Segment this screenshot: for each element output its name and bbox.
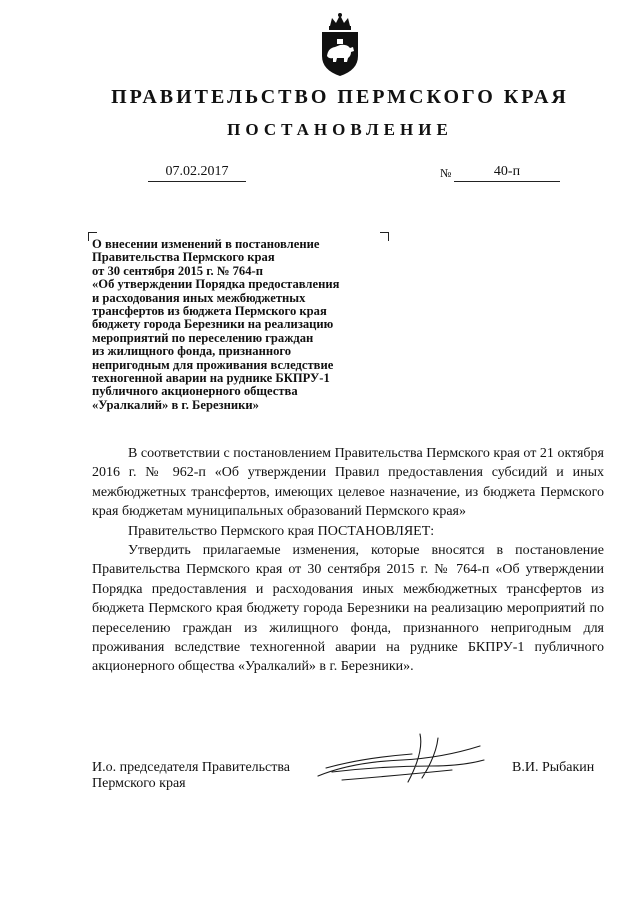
- subject-line: и расходования иных межбюджетных: [92, 290, 306, 305]
- subject-line: мероприятий по переселению граждан: [92, 330, 314, 345]
- subject-line: от 30 сентября 2015 г. № 764-п: [92, 263, 263, 278]
- subject-line: из жилищного фонда, признанного: [92, 344, 292, 359]
- handwritten-signature-icon: [312, 732, 492, 788]
- subject-line: публичного акционерного общества: [92, 384, 298, 399]
- document-body: [92, 444, 604, 677]
- document-number: 40-п: [454, 164, 560, 182]
- subject-line: техногенной аварии на руднике БКПРУ-1: [92, 371, 330, 386]
- government-title: ПРАВИТЕЛЬСТВО ПЕРМСКОГО КРАЯ: [111, 86, 569, 108]
- document-date: 07.02.2017: [148, 164, 246, 182]
- number-sign: №: [440, 166, 452, 180]
- signatory-role-line: И.о. председателя Правительства: [92, 760, 291, 775]
- signatory-role-line: Пермского края: [92, 776, 186, 791]
- subject-line: непригодным для проживания вследствие: [92, 357, 334, 372]
- document-type: ПОСТАНОВЛЕНИЕ: [227, 120, 453, 139]
- subject-line: трансфертов из бюджета Пермского края: [92, 304, 327, 319]
- coat-of-arms-icon: [318, 12, 362, 78]
- document-subject: [92, 238, 402, 412]
- subject-line: «Уралкалий» в г. Березники»: [92, 397, 259, 412]
- signatory-name: В.И. Рыбакин: [512, 760, 595, 775]
- subject-line: О внесении изменений в постановление: [92, 237, 320, 251]
- subject-line: «Об утверждении Порядка предоставления: [92, 277, 340, 292]
- body-paragraph-basis: В соответствии с постановлением Правительства Пермского края от 21 октября 2016 г. № 962-п «Об утверждении Правил предоставления субсидий и иных межбюджетных трансфертов, имеющих целевое назначение, из бюджета Пермского края бюджетам муниципальных образований Пермского края»: [92, 446, 604, 520]
- signatory-role: [92, 760, 290, 792]
- body-paragraph-resolution: Правительство Пермского края ПОСТАНОВЛЯЕТ:: [128, 523, 435, 539]
- body-paragraph-decision: Утвердить прилагаемые изменения, которые вносятся в постановление Правительства Пермского края от 30 сентября 2015 г. № 764-п «Об утверждении Порядка предоставления и расходования иных межбюджетных трансфертов из бюджета Пермского края бюджету города Березники на реализацию мероприятий по переселению граждан из жилищного фонда, признанного непригодным для проживания вследствие техногенной аварии на руднике БКПРУ-1 публичного акционерного общества «Уралкалий» в г. Березники».: [92, 543, 604, 675]
- subject-line: Правительства Пермского края: [92, 250, 275, 265]
- subject-line: бюджету города Березники на реализацию: [92, 317, 334, 332]
